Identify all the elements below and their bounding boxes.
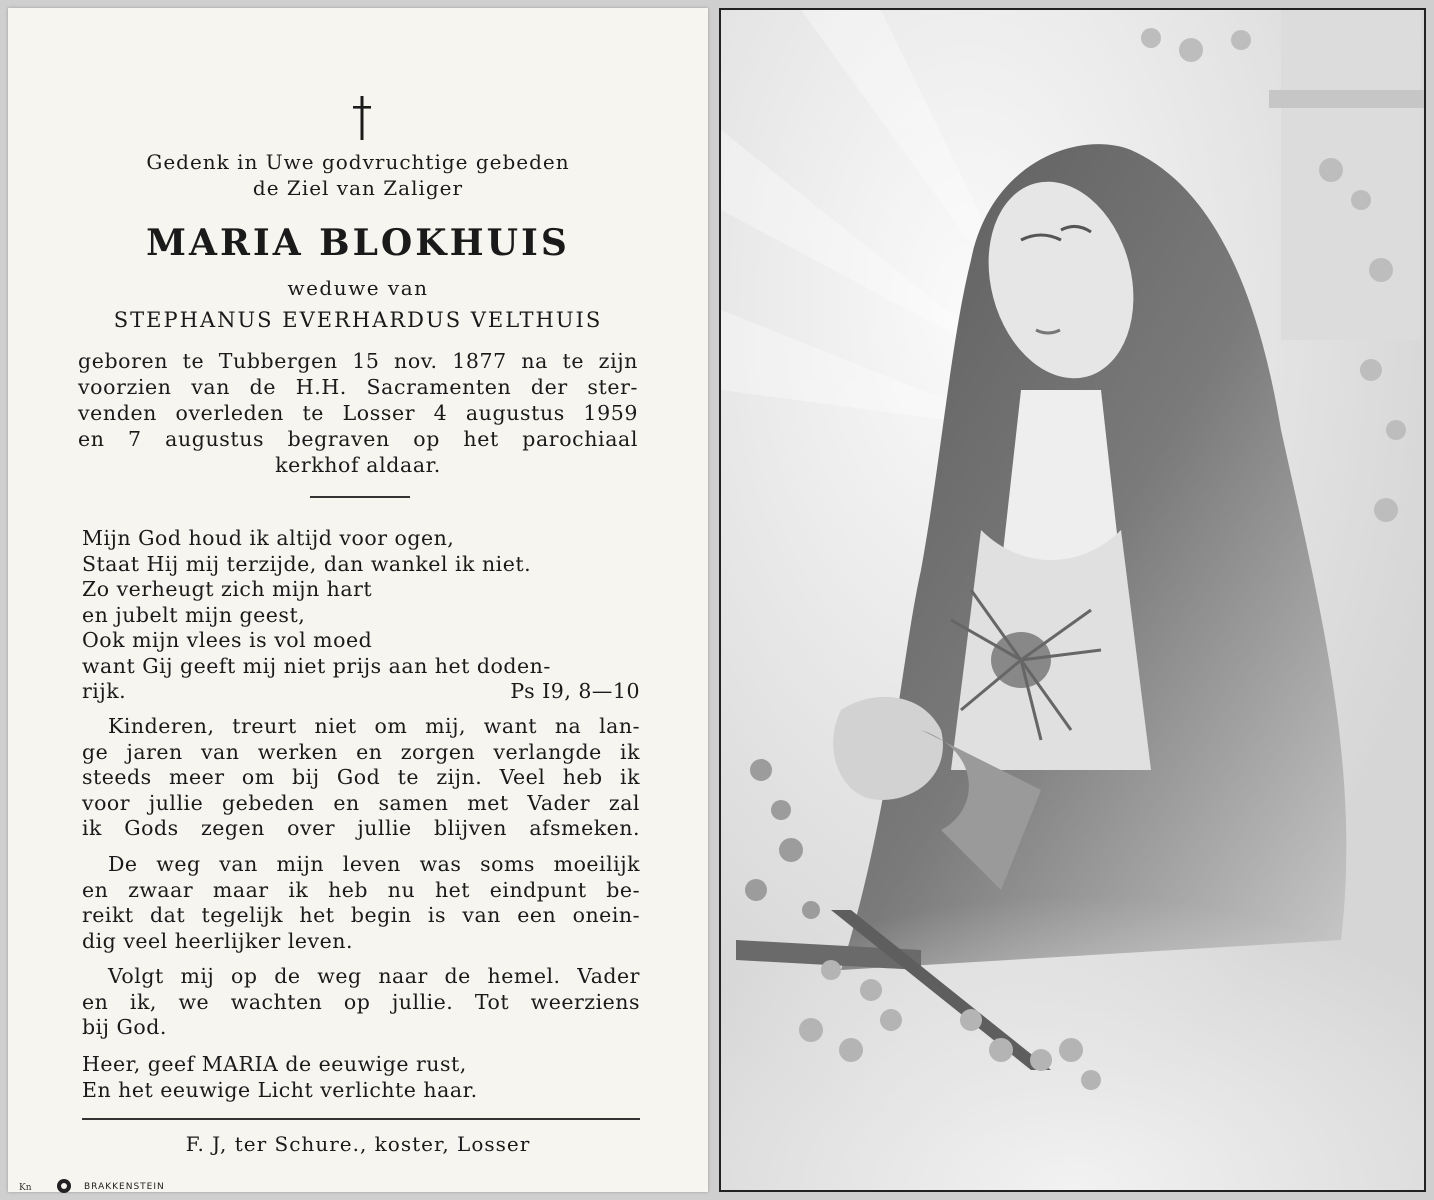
poem-last-row [82,679,640,705]
psalm-reference: Ps I9, 8—10 [510,679,640,703]
poem-line: en jubelt mijn geest, [82,602,306,627]
bio-line: geboren te Tubbergen 15 nov. 1877 na te zijn [78,349,638,373]
memorial-text-card [8,8,708,1192]
para-line: steeds meer om bij God te zijn. Veel heb ik [82,765,640,789]
paragraph-heaven [82,964,640,1041]
paragraph-children [82,714,640,842]
svg-text:Kn: Kn [19,1183,32,1193]
poem-line: Staat Hij mij terzijde, dan wankel ik niet. [82,551,532,576]
para-line: en zwaar maar ik heb nu het eindpunt be- [82,877,640,902]
poem-line: Mijn God houd ik altijd voor ogen, [82,526,455,550]
psalm-poem [82,526,640,705]
para-line: bij God. [82,1015,167,1039]
para-line: en ik, we wachten op jullie. Tot weerziens [82,989,640,1014]
divider-long [82,1118,640,1120]
column [1281,10,1421,340]
deceased-name: MARIA BLOKHUIS [146,222,570,264]
bio-line: venden overleden te Losser 4 augustus 1959 [78,401,638,425]
publisher-name: BRAKKENSTEIN [84,1182,165,1192]
poem-line: want Gij geeft mij niet prijs aan het doden- [82,653,551,678]
poem-line: Zo verheugt zich mijn hart [82,577,373,601]
paragraph-life [82,852,640,954]
para-line: reikt dat tegelijk het begin is van een onein- [82,903,640,927]
intro-line-2: de Ziel van Zaliger [252,176,464,200]
virgin-mary-illustration [721,10,1424,1190]
cross-icon [350,94,374,142]
poem-line: Ook mijn vlees is vol moed [82,628,373,652]
closing-line: En het eeuwige Licht verlichte haar. [82,1077,478,1102]
closing-prayer [82,1052,640,1103]
para-line: De weg van mijn leven was soms moeilijk [108,852,640,876]
bio-line: voorzien van de H.H. Sacramenten der ster- [78,375,638,399]
para-line: Volgt mij op de weg naar de hemel. Vader [108,964,640,988]
biography [78,348,638,478]
poem-last-word: rijk. [82,679,127,703]
bio-line: kerkhof aldaar. [275,453,441,477]
para-line: dig veel heerlijker leven. [82,928,353,953]
divider-short [310,496,410,498]
closing-line: Heer, geef MARIA de eeuwige rust, [82,1052,467,1076]
para-line: voor jullie gebeden en samen met Vader zal [82,790,640,815]
intro-line-1: Gedenk in Uwe godvruchtige gebeden [146,150,570,174]
para-line: ge jaren van werken en zorgen verlangde ik [82,739,640,764]
devotional-image-card [719,8,1426,1192]
spouse-name: STEPHANUS EVERHARDUS VELTHUIS [113,308,603,332]
bio-line: en 7 augustus begraven op het parochiaal [78,427,638,451]
para-line: Kinderen, treurt niet om mij, want na lan- [108,714,640,738]
para-line: ik Gods zegen over jullie blijven afsmeken. [82,816,640,840]
widow-of-label: weduwe van [287,276,429,300]
printer-credit: F. J, ter Schure., koster, Losser [185,1132,531,1156]
